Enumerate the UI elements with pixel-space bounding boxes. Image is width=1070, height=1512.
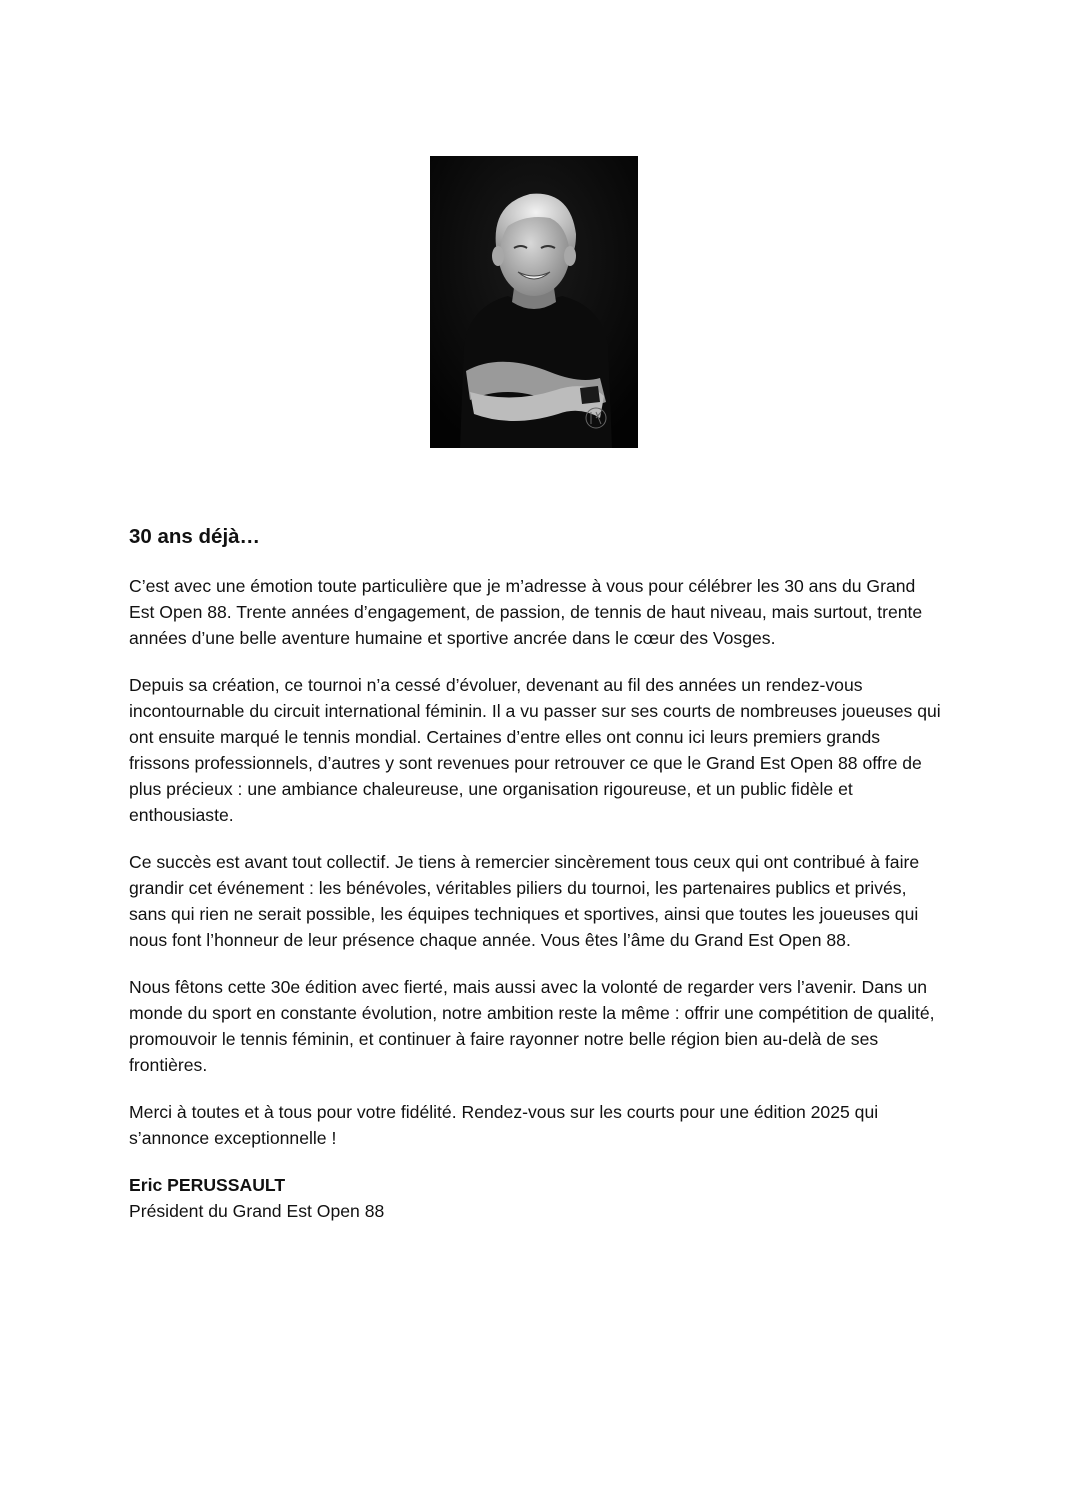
paragraph: C’est avec une émotion toute particulière que je m’adresse à vous pour célébrer les 30 ans du Grand Est Open 88. Trente années d’engagement, de passion, de tennis de haut niveau, mais surtout, trente années d’une belle aventure humaine et sportive ancrée dans le cœur des Vosges.: [129, 576, 923, 648]
portrait-photo: [430, 156, 638, 448]
paragraph: Merci à toutes et à tous pour votre fidélité. Rendez-vous sur les courts pour une édition 2025 qui s’annonce exceptionnelle !: [129, 1102, 879, 1148]
paragraph: Nous fêtons cette 30e édition avec fierté, mais aussi avec la volonté de regarder vers l’avenir. Dans un monde du sport en constante évolution, notre ambition reste la même : offrir une compétition de qualité, promouvoir le tennis féminin, et continuer à faire rayonner notre belle région bien au-delà de ses frontières.: [129, 977, 935, 1075]
letter-title: 30 ans déjà…: [129, 525, 261, 548]
signature-name: Eric PERUSSAULT: [129, 1175, 286, 1195]
letter: [129, 522, 944, 1224]
paragraph: Depuis sa création, ce tournoi n’a cessé d’évoluer, devenant au fil des années un rendez-vous incontournable du circuit international féminin. Il a vu passer sur ses courts de nombreuses joueuses qui ont ensuite marqué le tennis mondial. Certaines d’entre elles ont connu ici leurs premiers grands frissons professionnels, d’autres y sont revenues pour retrouver ce que le Grand Est Open 88 offre de plus précieux : une ambiance chaleureuse, une organisation rigoureuse, et un public fidèle et enthousiaste.: [129, 675, 941, 825]
signature-role: Président du Grand Est Open 88: [129, 1201, 385, 1221]
paragraph: Ce succès est avant tout collectif. Je tiens à remercier sincèrement tous ceux qui ont contribué à faire grandir cet événement : les bénévoles, véritables piliers du tournoi, les partenaires publics et privés, sans qui rien ne serait possible, les équipes techniques et sportives, ainsi que toutes les joueuses qui nous font l’honneur de leur présence chaque année. Vous êtes l’âme du Grand Est Open 88.: [129, 852, 920, 950]
